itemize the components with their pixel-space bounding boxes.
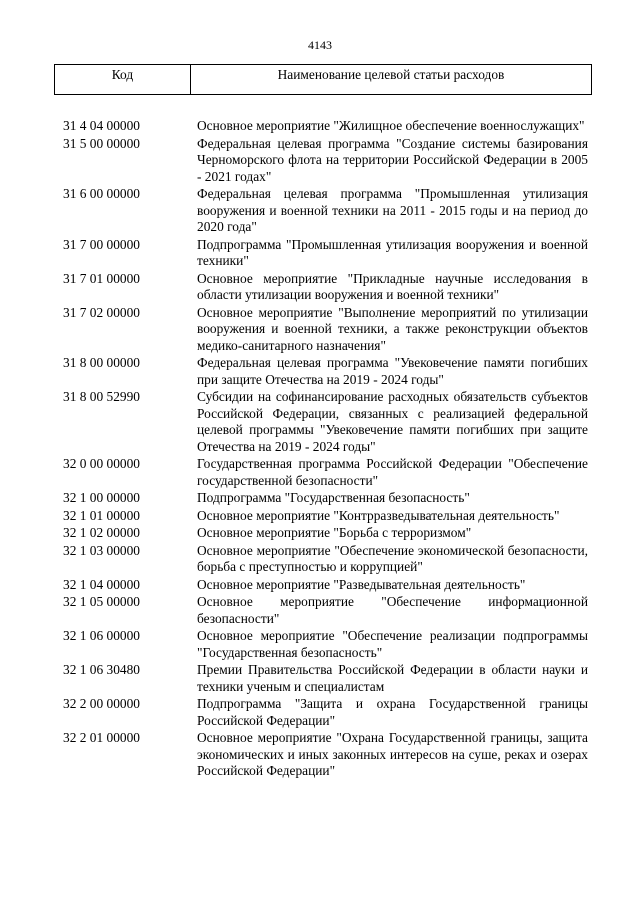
row-code: 32 2 00 00000: [63, 696, 140, 711]
row-name: Подпрограмма "Защита и охрана Государственной границы Российской Федерации": [197, 696, 588, 728]
row-code: 31 6 00 00000: [63, 186, 140, 201]
row-code: 32 1 04 00000: [63, 576, 140, 592]
header-name: Наименование целевой статьи расходов: [277, 67, 505, 82]
row-code: 31 8 00 00000: [63, 355, 140, 370]
row-code: 32 1 00 00000: [63, 490, 140, 505]
row-code: 32 1 01 00000: [63, 507, 140, 523]
row-name: Основное мероприятие "Обеспечение реализации подпрограммы "Государственная безопасность": [197, 628, 588, 660]
row-code: 32 1 06 00000: [63, 628, 140, 643]
row-name: Основное мероприятие "Контрразведывательная деятельность": [197, 507, 560, 523]
row-name: Подпрограмма "Промышленная утилизация вооружения и военной техники": [197, 236, 588, 268]
table-row: [0, 237, 640, 270]
row-name: Федеральная целевая программа "Увековечение памяти погибших при защите Отечества на 2019 - 2024 годы": [197, 355, 588, 387]
row-name: Основное мероприятие "Выполнение мероприятий по утилизации вооружения и военной техники, а также реконструкции объектов медико-санитарного назначения": [197, 304, 588, 353]
table-row: [0, 594, 640, 627]
row-name: Основное мероприятие "Прикладные научные исследования в области утилизации вооружения и военной техники": [197, 270, 588, 302]
table-row: [0, 186, 640, 236]
table-row: [0, 271, 640, 304]
table-row: [0, 355, 640, 388]
row-name: Основное мероприятие "Обеспечение экономической безопасности, борьба с преступностью и коррупцией": [197, 542, 588, 574]
row-name: Основное мероприятие "Жилищное обеспечение военнослужащих": [197, 118, 585, 133]
table-row: [0, 525, 640, 542]
table-row: [0, 662, 640, 695]
table-row: [0, 508, 640, 525]
row-name: Основное мероприятие "Борьба с терроризмом": [197, 525, 472, 540]
row-name: Государственная программа Российской Федерации "Обеспечение государственной безопасности": [197, 456, 588, 488]
row-name: Основное мероприятие "Разведывательная деятельность": [197, 576, 526, 592]
row-name: Основное мероприятие "Обеспечение информационной безопасности": [197, 594, 588, 626]
row-code: 31 8 00 52990: [63, 389, 140, 404]
row-code: 31 7 00 00000: [63, 236, 140, 252]
row-name: Субсидии на софинансирование расходных обязательств субъектов Российской Федерации, связанных с реализацией федеральной целевой программы "Увековечение памяти погибших при защите Отечества на 2019 - 2024 годы": [197, 389, 588, 454]
table-header: [54, 64, 592, 95]
row-code: 31 5 00 00000: [63, 135, 140, 151]
row-code: 31 7 01 00000: [63, 270, 140, 286]
table-row: [0, 456, 640, 489]
row-code: 31 4 04 00000: [63, 118, 140, 133]
row-name: Федеральная целевая программа "Промышленная утилизация вооружения и военной техники на 2011 - 2015 годы и на период до 2020 года": [197, 186, 588, 234]
row-code: 32 1 03 00000: [63, 542, 140, 558]
table-body: [0, 118, 640, 781]
row-code: 32 1 02 00000: [63, 525, 140, 540]
table-row: [0, 730, 640, 780]
table-row: [0, 577, 640, 594]
row-code: 32 2 01 00000: [63, 730, 140, 745]
header-code: Код: [55, 65, 191, 94]
table-row: [0, 628, 640, 661]
row-code: 32 1 05 00000: [63, 594, 140, 609]
table-row: [0, 305, 640, 355]
page-number: 4143: [308, 38, 332, 52]
row-code: 32 1 06 30480: [63, 662, 140, 677]
table-row: [0, 543, 640, 576]
table-row: [0, 696, 640, 729]
table-row: [0, 490, 640, 507]
table-row: [0, 389, 640, 455]
row-name: Подпрограмма "Государственная безопасность": [197, 490, 470, 505]
row-name: Премии Правительства Российской Федерации в области науки и техники ученым и специалистам: [197, 662, 588, 694]
row-name: Основное мероприятие "Охрана Государственной границы, защита экономических и иных законных интересов на суше, реках и озерах Российской Федерации": [197, 730, 588, 778]
row-code: 32 0 00 00000: [63, 456, 140, 471]
table-row: [0, 136, 640, 186]
row-name: Федеральная целевая программа "Создание системы базирования Черноморского флота на территории Российской Федерации в 2005 - 2021 годах": [197, 135, 588, 184]
table-row: [0, 118, 640, 135]
row-code: 31 7 02 00000: [63, 304, 140, 320]
